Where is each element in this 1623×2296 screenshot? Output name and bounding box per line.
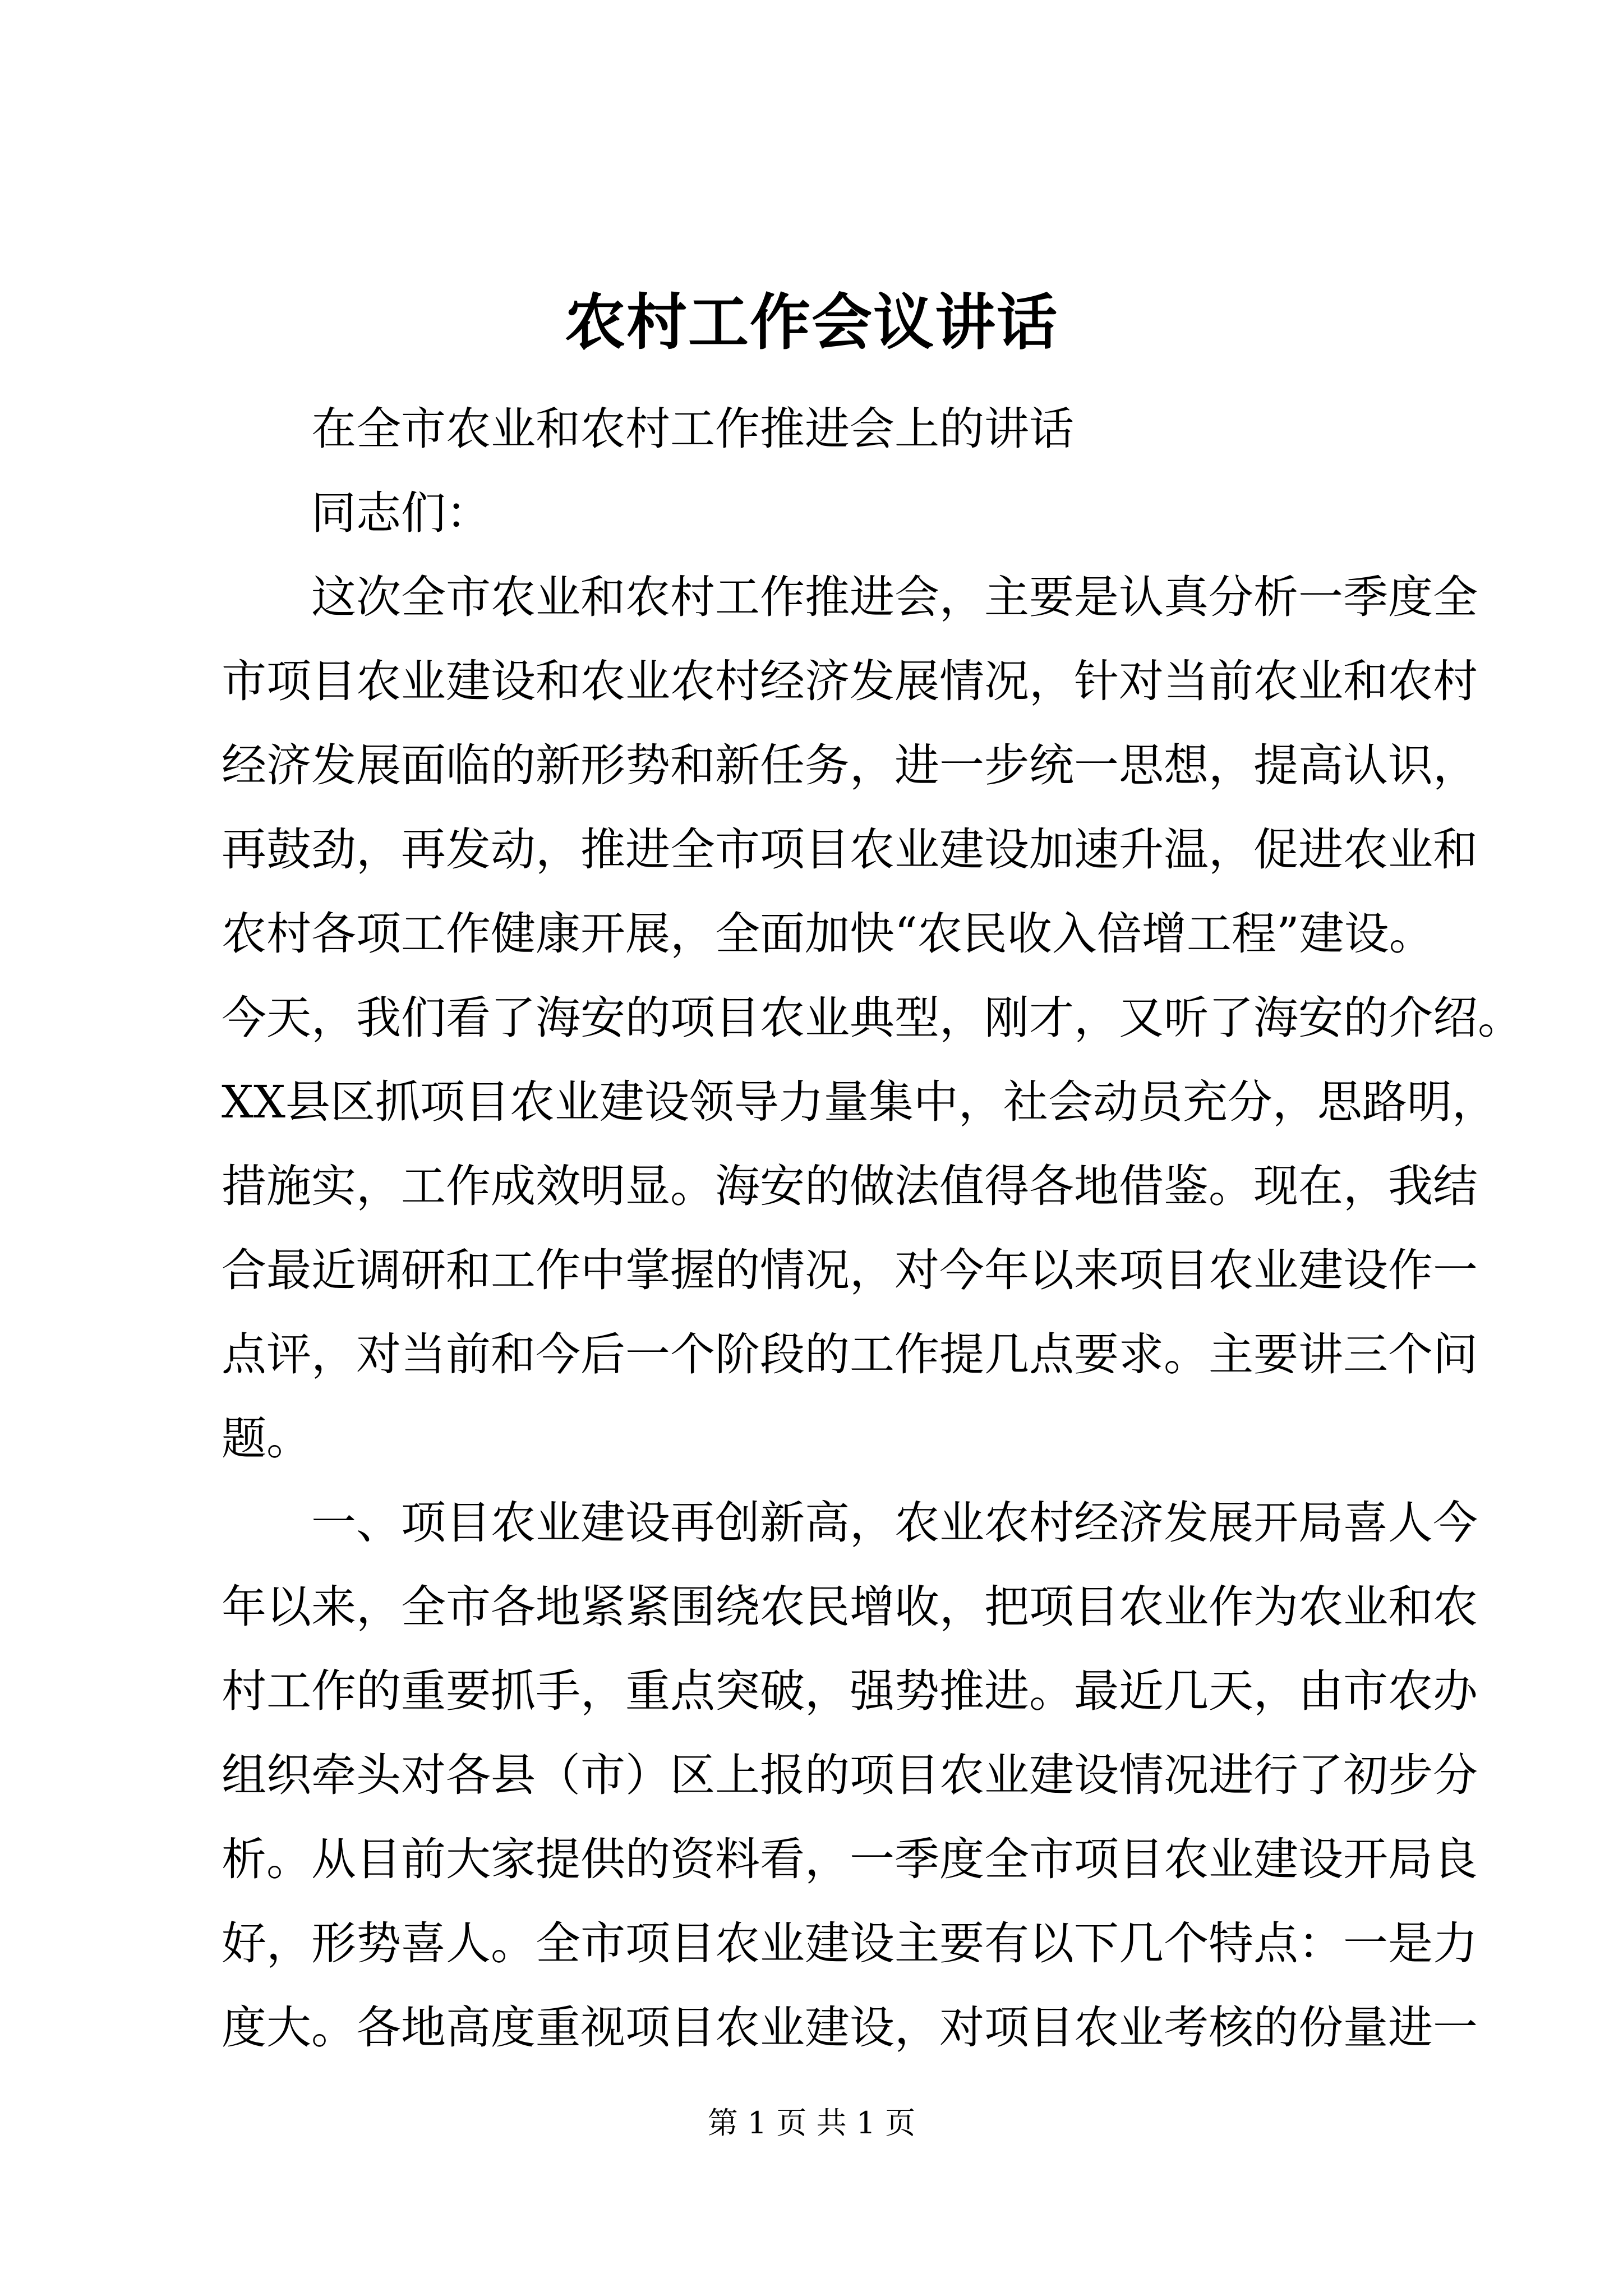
page-footer: 第 1 页 共 1 页: [707, 2105, 916, 2141]
paragraph-line: 市项目农业建设和农业农村经济发展情况，针对当前农业和农村: [222, 655, 1478, 707]
paragraph-line: 组织牵头对各县（市）区上报的项目农业建设情况进行了初步分: [222, 1749, 1478, 1801]
document-title: 农村工作会议讲话: [564, 287, 1058, 358]
paragraph-line: 合最近调研和工作中掌握的情况，对今年以来项目农业建设作一: [222, 1244, 1478, 1296]
paragraph-line: 农村各项工作健康开展，全面加快“农民收入倍增工程”建设。: [222, 908, 1434, 960]
paragraph-line: 析。从目前大家提供的资料看，一季度全市项目农业建设开局良: [222, 1833, 1478, 1885]
paragraph-line: 好，形势喜人。全市项目农业建设主要有以下几个特点：一是力: [222, 1917, 1478, 1970]
paragraph-line: 点评，对当前和今后一个阶段的工作提几点要求。主要讲三个问: [222, 1328, 1478, 1381]
paragraph-line: 题。: [222, 1412, 311, 1465]
subtitle-line: 在全市农业和农村工作推进会上的讲话: [311, 403, 1074, 455]
document-body: [222, 387, 1523, 2070]
paragraph-line: XX县区抓项目农业建设领导力量集中，社会动员充分，思路明，: [222, 1076, 1497, 1128]
salutation-line: 同志们：: [311, 487, 491, 539]
paragraph-line: 一、项目农业建设再创新高，农业农村经济发展开局喜人今: [311, 1497, 1478, 1549]
paragraph-line: 今天，我们看了海安的项目农业典型，刚才，又听了海安的介绍。: [222, 992, 1523, 1044]
paragraph-line: 再鼓劲，再发动，推进全市项目农业建设加速升温，促进农业和: [222, 823, 1478, 876]
paragraph-line: 措施实，工作成效明显。海安的做法值得各地借鉴。现在，我结: [222, 1160, 1478, 1212]
paragraph-line: 这次全市农业和农村工作推进会，主要是认真分析一季度全: [311, 571, 1478, 623]
paragraph-line: 经济发展面临的新形势和新任务，进一步统一思想，提高认识，: [222, 739, 1478, 792]
paragraph-line: 年以来，全市各地紧紧围绕农民增收，把项目农业作为农业和农: [222, 1581, 1478, 1633]
paragraph-line: 度大。各地高度重视项目农业建设，对项目农业考核的份量进一: [222, 2001, 1478, 2054]
paragraph-line: 村工作的重要抓手，重点突破，强势推进。最近几天，由市农办: [222, 1665, 1478, 1717]
